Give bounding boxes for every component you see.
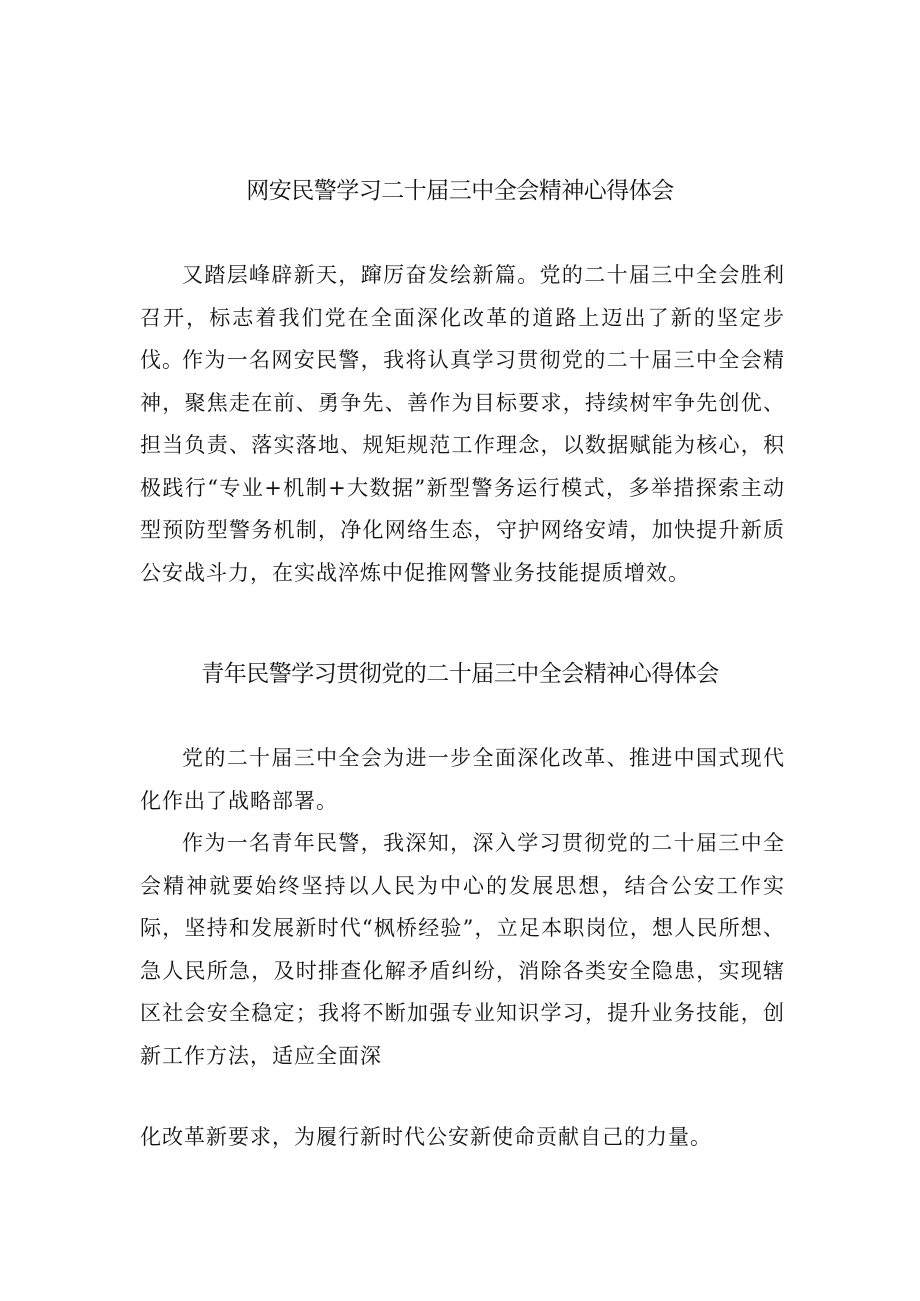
section1-title: 网安民警学习二十届三中全会精神心得体会 (246, 178, 674, 204)
section2-paragraph-continuation: 化改革新要求，为履行新时代公安新使命贡献自己的力量。 (140, 1125, 712, 1149)
section1-paragraph-1: 又踏层峰辟新天，蹿厉奋发绘新篇。党的二十届三中全会胜利召开，标志着我们党在全面深化改革的道路上迈出了新的坚定步伐。 (140, 263, 785, 372)
section1-paragraph-2: 作为一名网安民警，我将认真学习贯彻党的二十届三中全会精神，聚焦走在前、勇争先、善作为目标要求，持续树牢争先创优、担当负责、落实落地、规矩规范工作理念，以数据赋能为核心，积极践行“专业+机制+大数据”新型警务运行模式，多举措探索主动型预防型警务机制，净化网络生态，守护网络安靖，加快提升新质公安战斗力，在实战淬炼中促推网警业务技能提质增效。 (140, 348, 785, 585)
section2-paragraph-2: 作为一名青年民警，我深知，深入学习贯彻党的二十届三中全会精神就要始终坚持以人民为中心的发展思想，结合公安工作实际，坚持和发展新时代“枫桥经验”，立足本职岗位，想人民所想、急人民所急，及时排查化解矛盾纠纷，消除各类安全隐患，实现辖区社会安全稳定；我将不断加强专业知识学习，提升业务技能，创新工作方法，适应全面深 (140, 831, 785, 1068)
section2-paragraph-1: 党的二十届三中全会为进一步全面深化改革、推进中国式现代化作出了战略部署。 (140, 746, 785, 813)
section2-title: 青年民警学习贯彻党的二十届三中全会精神心得体会 (201, 661, 719, 687)
